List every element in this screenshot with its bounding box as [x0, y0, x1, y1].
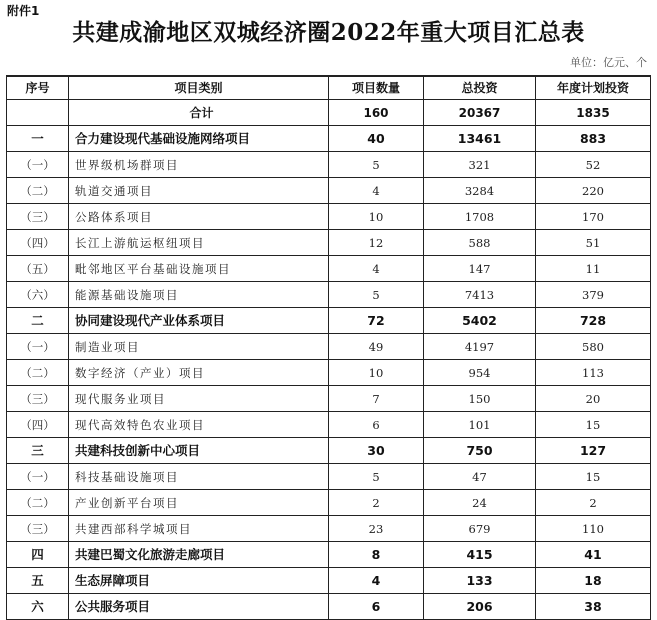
cell-total-investment: 5402: [424, 308, 536, 334]
cell-project-count: 72: [329, 308, 424, 334]
table-row: [7, 152, 651, 178]
cell-project-count: 4: [329, 256, 424, 282]
table-row: [7, 438, 651, 464]
unit-note: 单位：亿元、个: [570, 56, 647, 69]
cell-annual-investment: 41: [536, 542, 651, 568]
cell-row-number: 三: [7, 438, 69, 464]
cell-annual-investment: 52: [536, 152, 651, 178]
table-row: [7, 178, 651, 204]
cell-category-name: 现代服务业项目: [69, 386, 329, 412]
cell-project-count: 12: [329, 230, 424, 256]
cell-row-number: （四）: [7, 412, 69, 438]
cell-row-number: [7, 100, 69, 126]
cell-row-number: （三）: [7, 516, 69, 542]
cell-category-name: 共建巴蜀文化旅游走廊项目: [69, 542, 329, 568]
cell-total-investment: 588: [424, 230, 536, 256]
cell-row-number: （一）: [7, 334, 69, 360]
cell-project-count: 10: [329, 360, 424, 386]
table-row: [7, 334, 651, 360]
cell-row-number: （五）: [7, 256, 69, 282]
cell-total-investment: 321: [424, 152, 536, 178]
cell-row-number: （一）: [7, 464, 69, 490]
table-header-row: [7, 76, 651, 100]
cell-annual-investment: 580: [536, 334, 651, 360]
column-header-no: 序号: [7, 76, 69, 100]
cell-annual-investment: 18: [536, 568, 651, 594]
cell-row-number: 六: [7, 594, 69, 620]
table-row: [7, 516, 651, 542]
table-row: [7, 594, 651, 620]
cell-row-number: （二）: [7, 178, 69, 204]
table-row: [7, 230, 651, 256]
cell-project-count: 10: [329, 204, 424, 230]
table-row: [7, 308, 651, 334]
cell-total-investment: 24: [424, 490, 536, 516]
cell-row-number: （四）: [7, 230, 69, 256]
column-header-total-investment: 总投资: [424, 76, 536, 100]
cell-category-name: 合计: [69, 100, 329, 126]
cell-category-name: 毗邻地区平台基础设施项目: [69, 256, 329, 282]
table-row: [7, 204, 651, 230]
cell-category-name: 协同建设现代产业体系项目: [69, 308, 329, 334]
cell-category-name: 产业创新平台项目: [69, 490, 329, 516]
table-row: [7, 568, 651, 594]
cell-annual-investment: 38: [536, 594, 651, 620]
cell-category-name: 轨道交通项目: [69, 178, 329, 204]
cell-total-investment: 101: [424, 412, 536, 438]
cell-project-count: 160: [329, 100, 424, 126]
column-header-annual-investment: 年度计划投资: [536, 76, 651, 100]
cell-category-name: 公路体系项目: [69, 204, 329, 230]
cell-category-name: 科技基础设施项目: [69, 464, 329, 490]
cell-row-number: （三）: [7, 204, 69, 230]
cell-project-count: 5: [329, 152, 424, 178]
cell-category-name: 制造业项目: [69, 334, 329, 360]
page-title: 共建成渝地区双城经济圈2022年重大项目汇总表: [72, 19, 585, 46]
cell-project-count: 2: [329, 490, 424, 516]
cell-total-investment: 679: [424, 516, 536, 542]
cell-total-investment: 150: [424, 386, 536, 412]
cell-row-number: 四: [7, 542, 69, 568]
cell-row-number: 二: [7, 308, 69, 334]
project-summary-table: [6, 75, 651, 620]
cell-annual-investment: 15: [536, 464, 651, 490]
table-row: [7, 464, 651, 490]
table-row: [7, 386, 651, 412]
cell-total-investment: 4197: [424, 334, 536, 360]
cell-total-investment: 415: [424, 542, 536, 568]
cell-total-investment: 7413: [424, 282, 536, 308]
cell-total-investment: 3284: [424, 178, 536, 204]
cell-total-investment: 147: [424, 256, 536, 282]
table-row: [7, 256, 651, 282]
cell-annual-investment: 220: [536, 178, 651, 204]
column-header-count: 项目数量: [329, 76, 424, 100]
cell-total-investment: 206: [424, 594, 536, 620]
cell-row-number: （一）: [7, 152, 69, 178]
cell-total-investment: 750: [424, 438, 536, 464]
table-row: [7, 360, 651, 386]
cell-row-number: （三）: [7, 386, 69, 412]
cell-project-count: 40: [329, 126, 424, 152]
cell-total-investment: 20367: [424, 100, 536, 126]
table-row: [7, 100, 651, 126]
cell-row-number: （二）: [7, 490, 69, 516]
cell-annual-investment: 110: [536, 516, 651, 542]
cell-row-number: （二）: [7, 360, 69, 386]
cell-annual-investment: 127: [536, 438, 651, 464]
attachment-label: 附件1: [7, 4, 40, 18]
table-row: [7, 412, 651, 438]
cell-category-name: 世界级机场群项目: [69, 152, 329, 178]
cell-project-count: 5: [329, 464, 424, 490]
cell-category-name: 数字经济（产业）项目: [69, 360, 329, 386]
cell-annual-investment: 883: [536, 126, 651, 152]
cell-category-name: 公共服务项目: [69, 594, 329, 620]
cell-project-count: 23: [329, 516, 424, 542]
cell-total-investment: 1708: [424, 204, 536, 230]
cell-annual-investment: 20: [536, 386, 651, 412]
cell-category-name: 共建科技创新中心项目: [69, 438, 329, 464]
cell-category-name: 现代高效特色农业项目: [69, 412, 329, 438]
table-row: [7, 490, 651, 516]
cell-category-name: 共建西部科学城项目: [69, 516, 329, 542]
cell-row-number: 五: [7, 568, 69, 594]
cell-project-count: 4: [329, 178, 424, 204]
cell-total-investment: 13461: [424, 126, 536, 152]
cell-total-investment: 47: [424, 464, 536, 490]
cell-category-name: 生态屏障项目: [69, 568, 329, 594]
table-row: [7, 542, 651, 568]
cell-annual-investment: 15: [536, 412, 651, 438]
cell-project-count: 30: [329, 438, 424, 464]
table-body: [7, 100, 651, 620]
cell-annual-investment: 51: [536, 230, 651, 256]
cell-project-count: 49: [329, 334, 424, 360]
cell-row-number: （六）: [7, 282, 69, 308]
cell-row-number: 一: [7, 126, 69, 152]
column-header-category: 项目类别: [69, 76, 329, 100]
cell-annual-investment: 170: [536, 204, 651, 230]
cell-project-count: 7: [329, 386, 424, 412]
table-row: [7, 282, 651, 308]
cell-total-investment: 133: [424, 568, 536, 594]
cell-project-count: 6: [329, 594, 424, 620]
cell-annual-investment: 113: [536, 360, 651, 386]
cell-project-count: 6: [329, 412, 424, 438]
table-row: [7, 126, 651, 152]
cell-project-count: 4: [329, 568, 424, 594]
cell-total-investment: 954: [424, 360, 536, 386]
cell-annual-investment: 379: [536, 282, 651, 308]
cell-project-count: 8: [329, 542, 424, 568]
cell-category-name: 长江上游航运枢纽项目: [69, 230, 329, 256]
cell-annual-investment: 728: [536, 308, 651, 334]
cell-category-name: 合力建设现代基础设施网络项目: [69, 126, 329, 152]
cell-annual-investment: 11: [536, 256, 651, 282]
cell-annual-investment: 2: [536, 490, 651, 516]
cell-annual-investment: 1835: [536, 100, 651, 126]
cell-category-name: 能源基础设施项目: [69, 282, 329, 308]
cell-project-count: 5: [329, 282, 424, 308]
